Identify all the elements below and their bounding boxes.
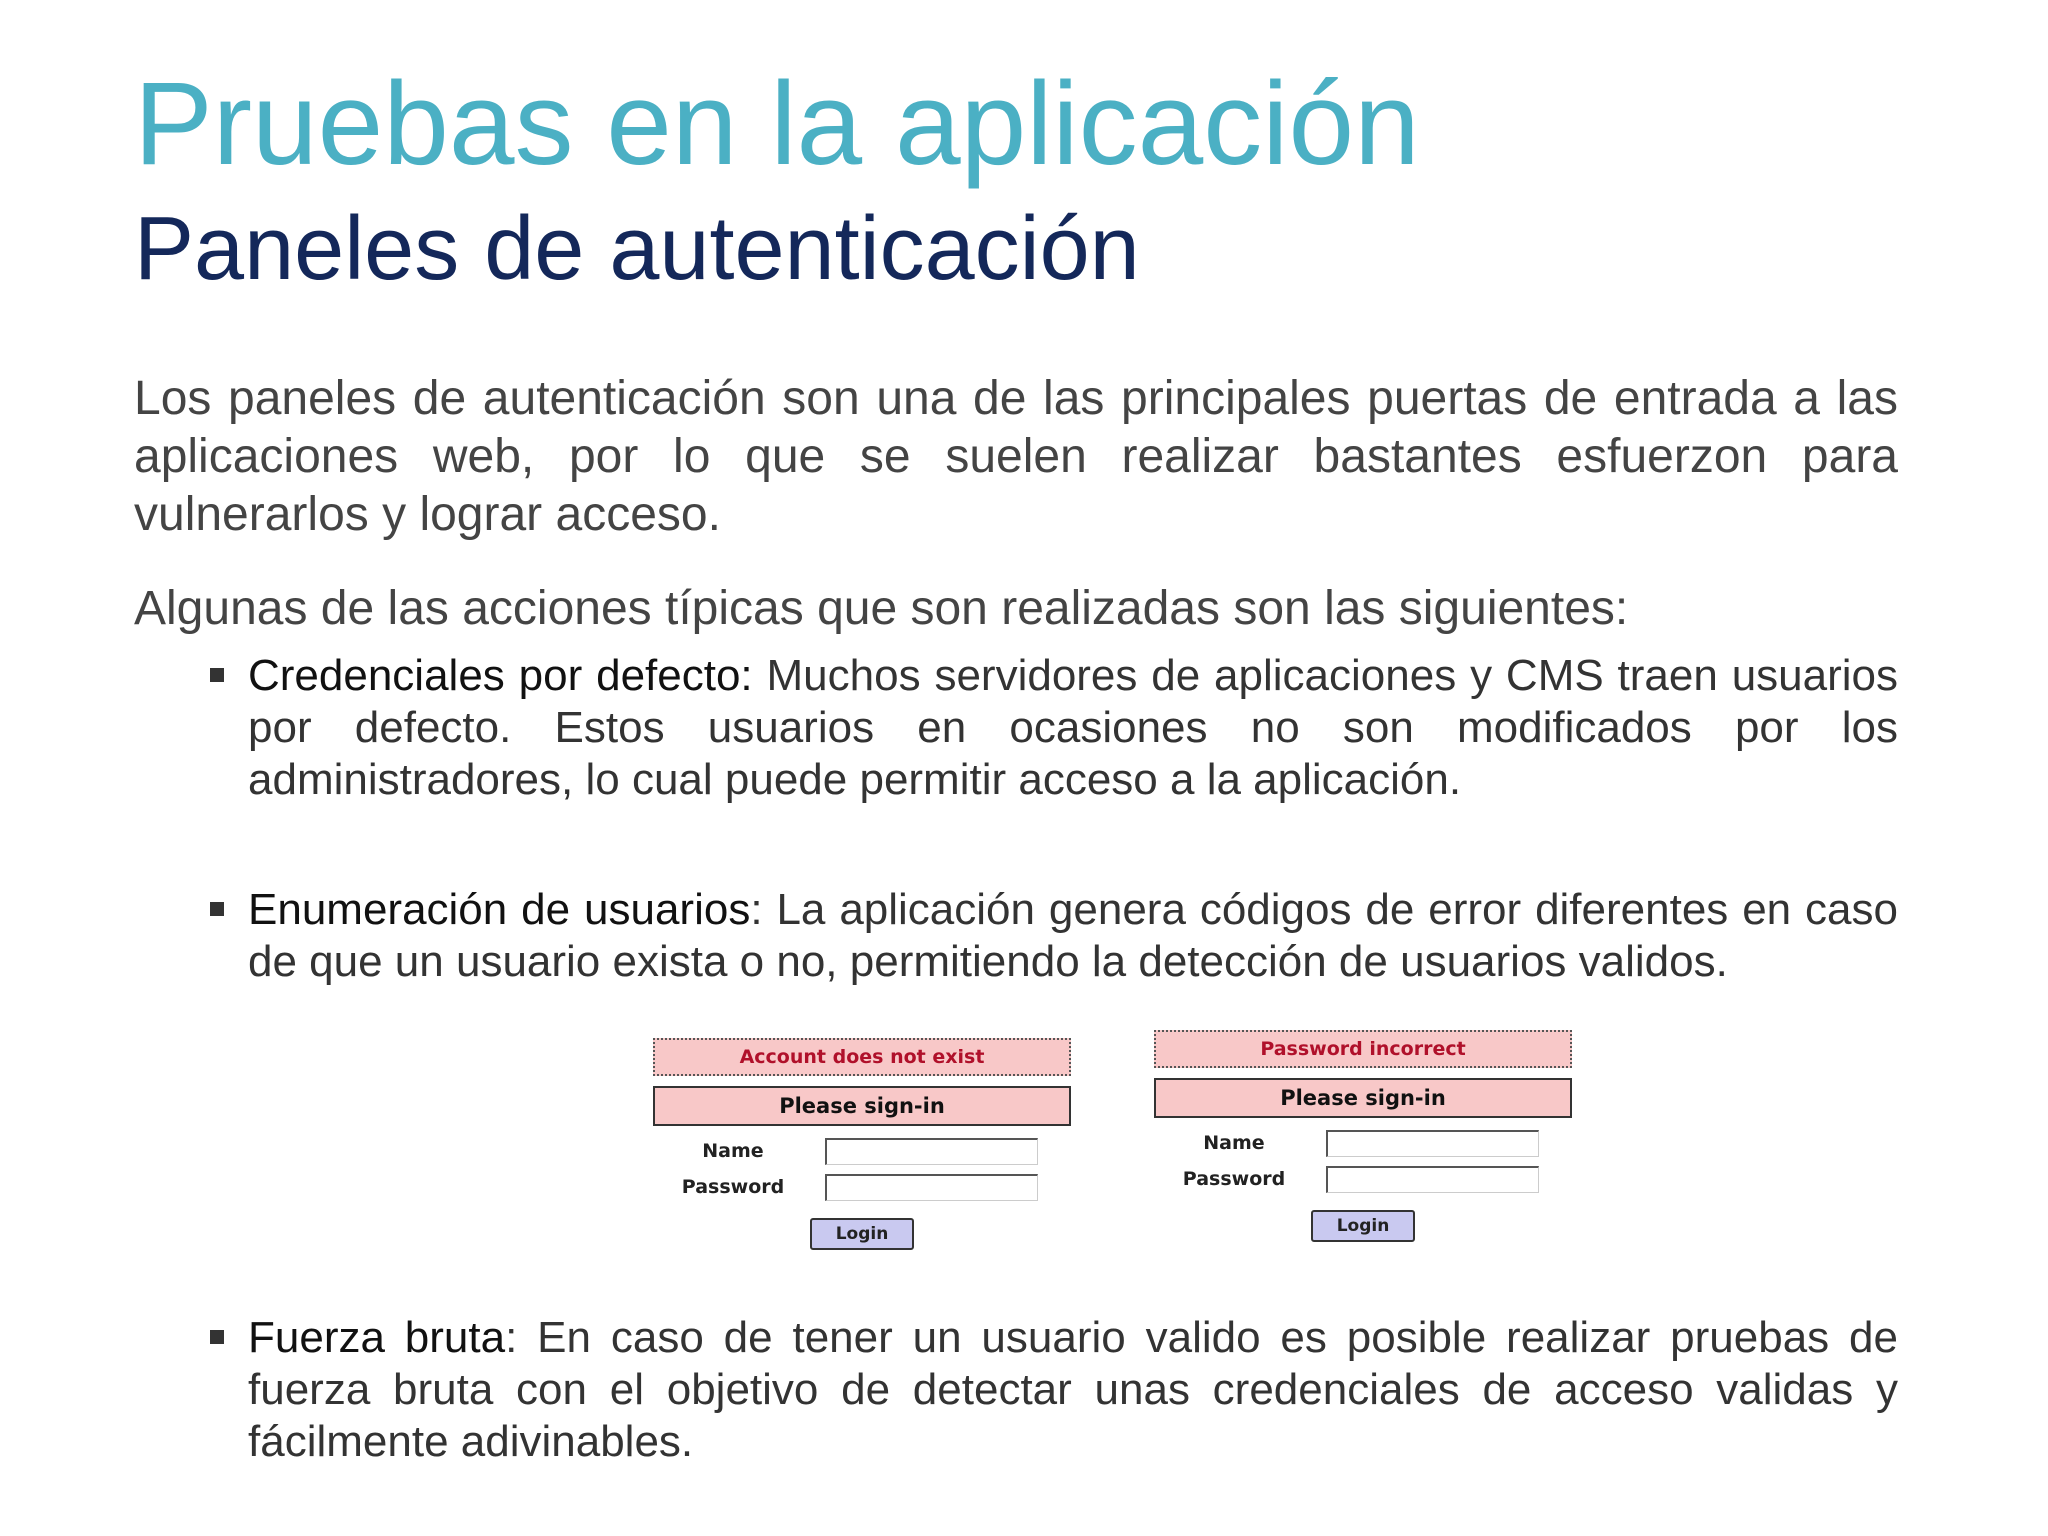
bullet-text: : En caso de tener un usuario valido es posible realizar pruebas de fuerza bruta con el objetivo de detectar unas credenciales de acceso validas y fácilmente adivinables. xyxy=(248,1313,1898,1466)
bullet-term: Enumeración de usuarios xyxy=(248,885,751,934)
password-label: Password xyxy=(681,1176,785,1198)
intro-paragraph: Los paneles de autenticación son una de las principales puertas de entrada a las aplicaciones web, por lo que se suelen realizar bastantes esfuerzon para vulnerarlos y lograr acceso. xyxy=(134,372,1898,541)
signin-heading: Please sign-in xyxy=(653,1086,1071,1126)
bullet-user-enumeration xyxy=(248,884,1898,988)
bullet-text: Muchos servidores de aplicaciones y CMS traen usuarios por defecto. Estos usuarios en ocasiones no son modificados por los administradores, lo cual puede permitir acceso a la aplicación. xyxy=(248,651,1899,804)
square-bullet-icon xyxy=(210,902,224,916)
square-bullet-icon xyxy=(210,1330,224,1344)
error-message: Account does not exist xyxy=(653,1038,1071,1076)
login-button[interactable]: Login xyxy=(1311,1210,1415,1242)
signin-heading: Please sign-in xyxy=(1154,1078,1572,1118)
bullet-text: : La aplicación genera códigos de error diferentes en caso de que un usuario exista o no, permitiendo la detección de usuarios validos. xyxy=(248,885,1898,986)
lead-paragraph: Algunas de las acciones típicas que son realizadas son las siguientes: xyxy=(134,582,1629,635)
name-label: Name xyxy=(702,1140,764,1162)
bullet-term: Fuerza bruta xyxy=(248,1313,506,1362)
login-panel-account-error xyxy=(653,1038,1083,1268)
bullet-brute-force xyxy=(248,1312,1898,1468)
password-input[interactable] xyxy=(825,1174,1038,1201)
bullet-default-credentials xyxy=(248,650,1898,806)
password-label: Password xyxy=(1182,1168,1286,1190)
name-label: Name xyxy=(1203,1132,1265,1154)
slide-title: Pruebas en la aplicación xyxy=(134,58,1420,190)
error-message: Password incorrect xyxy=(1154,1030,1572,1068)
login-button[interactable]: Login xyxy=(810,1218,914,1250)
slide-subtitle: Paneles de autenticación xyxy=(134,199,1140,299)
password-input[interactable] xyxy=(1326,1166,1539,1193)
name-input[interactable] xyxy=(1326,1130,1539,1157)
name-input[interactable] xyxy=(825,1138,1038,1165)
bullet-term: Credenciales por defecto: xyxy=(248,651,753,700)
square-bullet-icon xyxy=(210,668,224,682)
login-panel-password-error xyxy=(1154,1030,1584,1260)
